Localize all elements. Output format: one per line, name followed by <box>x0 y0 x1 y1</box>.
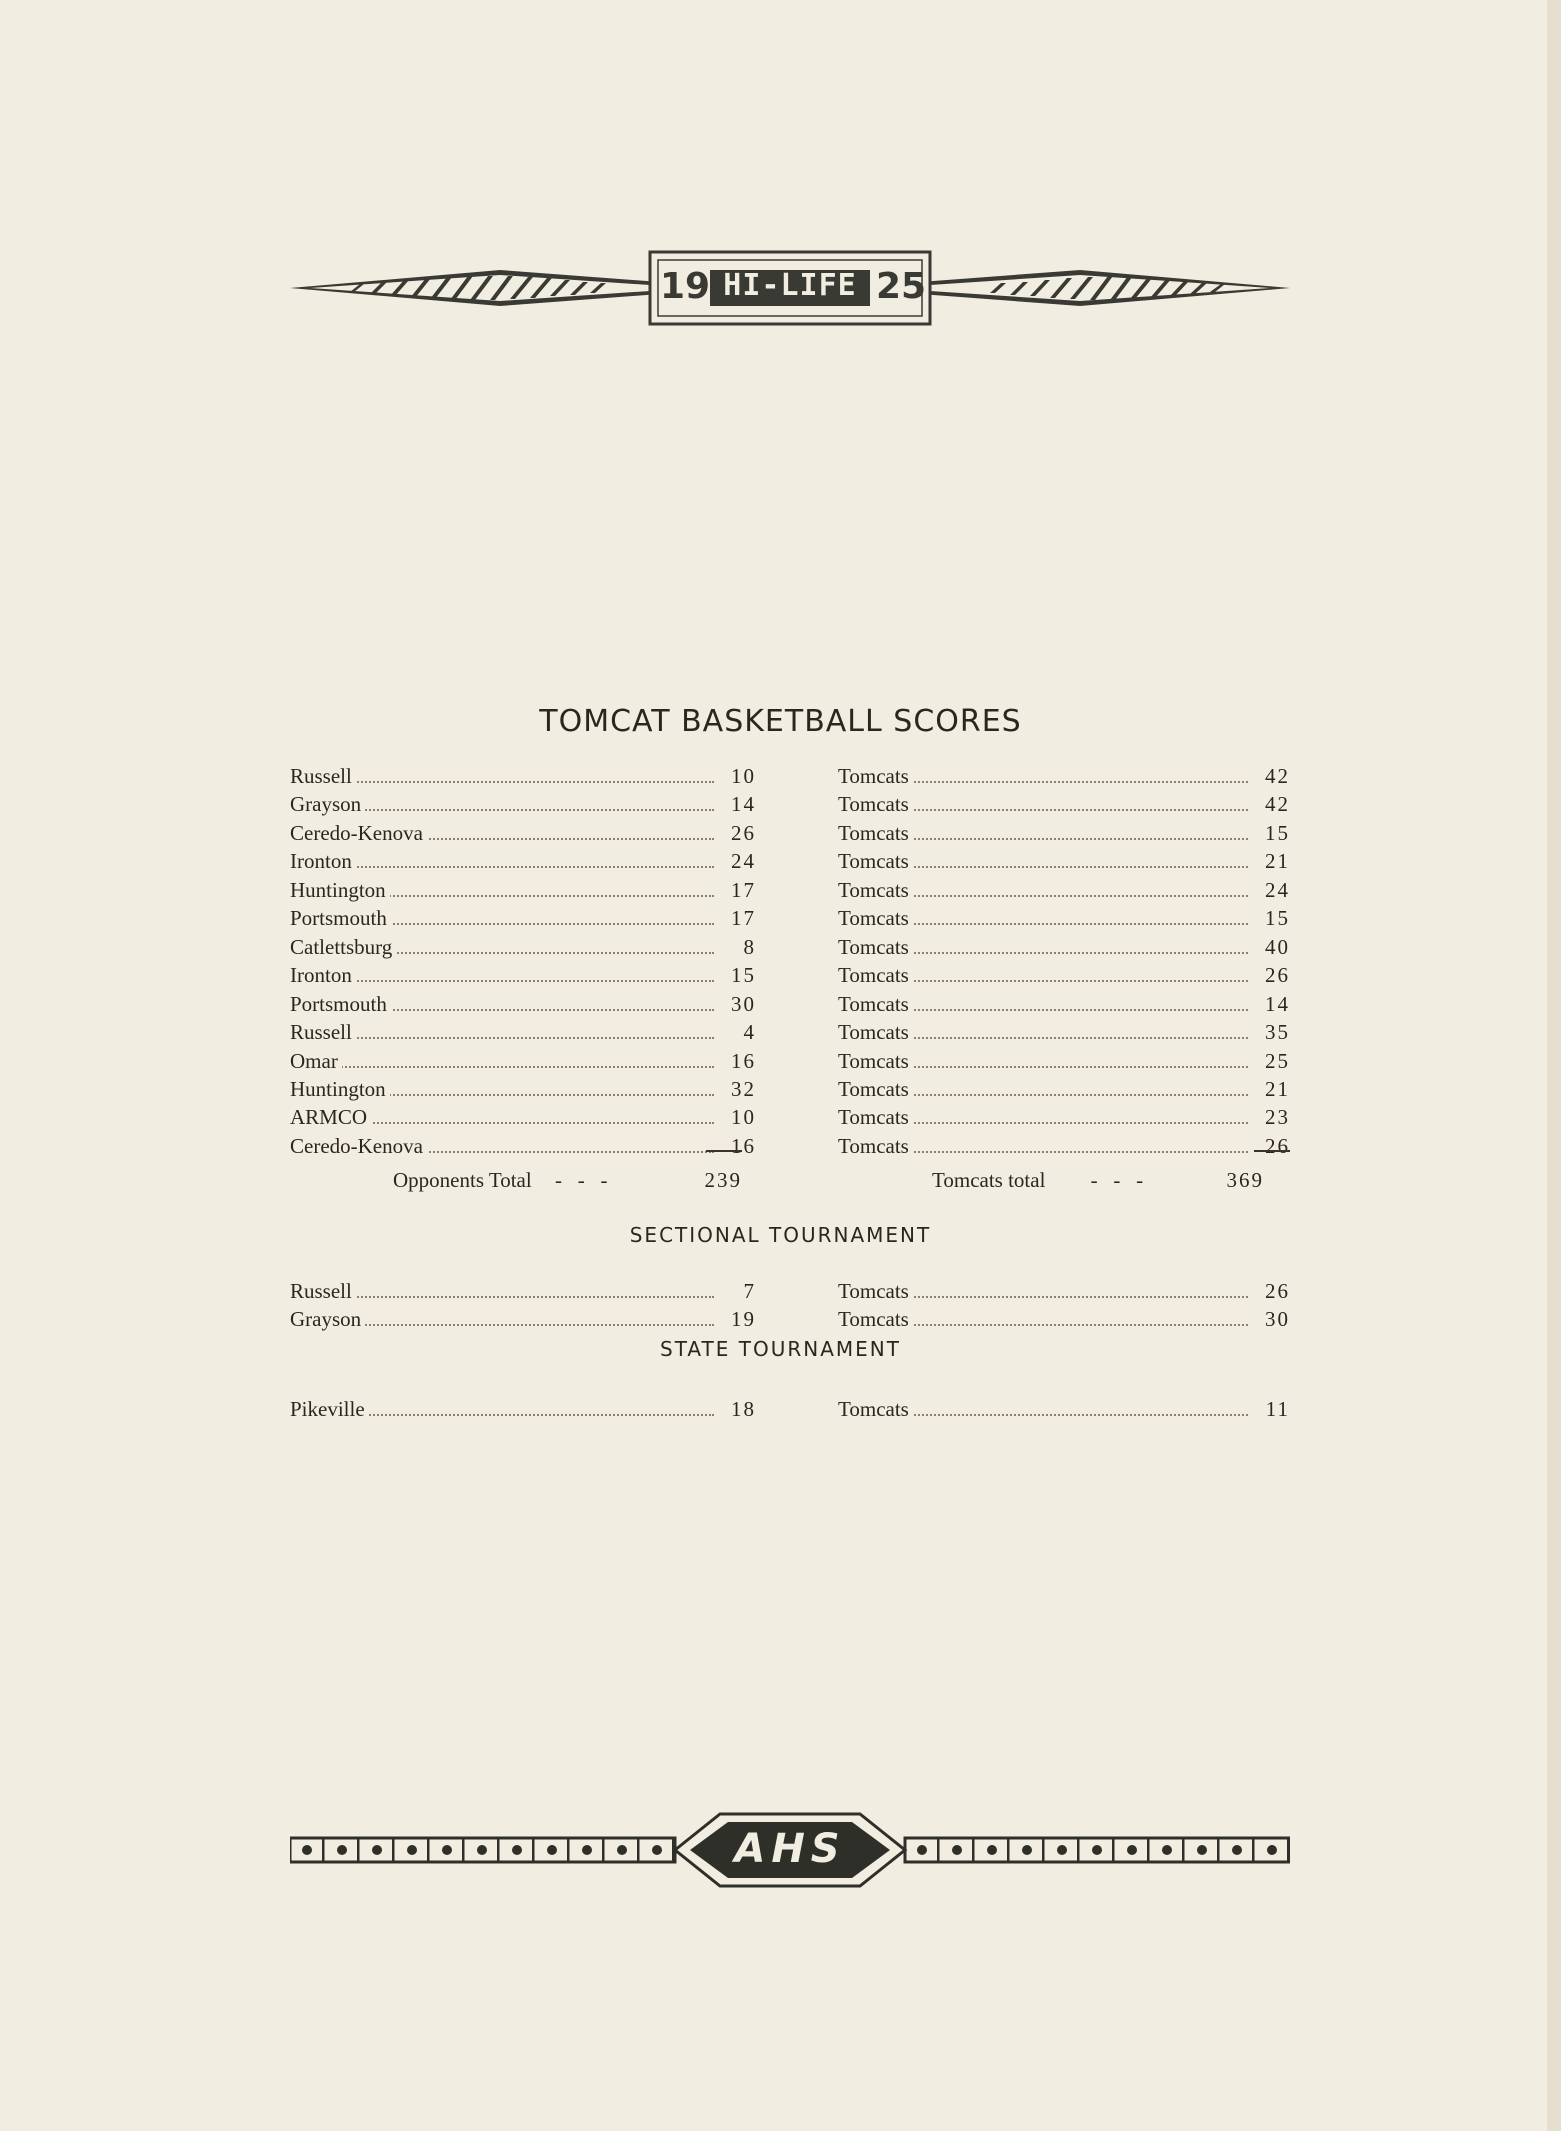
tomcats-row <box>838 1305 1290 1333</box>
tomcats-row-score: 21 <box>1265 849 1290 874</box>
footer-logo-word: AHS <box>734 1826 846 1872</box>
opponents-total-rule <box>706 1150 742 1152</box>
tomcats-row-name: Tomcats <box>838 847 913 875</box>
opponent-row-score: 24 <box>731 849 756 874</box>
logo-word: HI-LIFE <box>723 268 857 303</box>
opponent-row-name: Ironton <box>290 847 356 875</box>
tomcats-row <box>838 1018 1290 1046</box>
tomcats-row-name: Tomcats <box>838 1305 913 1333</box>
tomcats-row-score: 26 <box>1265 1133 1290 1158</box>
page-edge <box>1547 0 1561 2131</box>
opponent-row-name: Portsmouth <box>290 904 391 932</box>
chain-divider <box>1112 1838 1115 1862</box>
header-ornament <box>290 248 1290 328</box>
chain-divider <box>357 1838 360 1862</box>
opponent-row-score: 4 <box>743 1020 756 1045</box>
tomcats-row-score: 24 <box>1265 877 1290 902</box>
chain-divider <box>322 1838 325 1862</box>
tomcats-row-score: 15 <box>1265 906 1290 931</box>
opponent-row-score: 8 <box>743 934 756 959</box>
chain-dot <box>1057 1845 1067 1855</box>
opponent-row <box>290 762 756 790</box>
tomcats-row <box>838 1132 1290 1160</box>
chain-divider <box>1077 1838 1080 1862</box>
tomcats-row <box>838 961 1290 989</box>
opponent-row <box>290 1305 756 1333</box>
tomcats-row-score: 15 <box>1265 820 1290 845</box>
tomcats-row-name: Tomcats <box>838 933 913 961</box>
tomcats-row-score: 11 <box>1265 1397 1290 1421</box>
opponent-row-score: 17 <box>731 877 756 902</box>
opponent-row <box>290 1075 756 1103</box>
tomcats-row-score: 42 <box>1265 764 1290 788</box>
chain-divider <box>637 1838 640 1862</box>
tomcats-row-name: Tomcats <box>838 1277 913 1305</box>
chain-dot <box>547 1845 557 1855</box>
chain-divider <box>1252 1838 1255 1862</box>
tomcats-row <box>838 790 1290 818</box>
tomcats-row-score: 14 <box>1265 991 1290 1016</box>
chain-dot <box>1022 1845 1032 1855</box>
opponent-row <box>290 1103 756 1131</box>
chain-dot <box>512 1845 522 1855</box>
tomcats-row <box>838 762 1290 790</box>
opponent-row-score: 16 <box>731 1048 756 1073</box>
opponent-row-score: 14 <box>731 792 756 817</box>
chain-divider <box>1007 1838 1010 1862</box>
opponents-total <box>393 1166 607 1194</box>
tomcats-row-name: Tomcats <box>838 762 913 790</box>
tomcats-row-name: Tomcats <box>838 1132 913 1160</box>
opponent-row-score: 32 <box>731 1076 756 1101</box>
opponent-row-name: Grayson <box>290 1305 365 1333</box>
chain-dot <box>1197 1845 1207 1855</box>
opponent-row-name: Catlettsburg <box>290 933 396 961</box>
chain-dot <box>372 1845 382 1855</box>
opponent-row <box>290 1018 756 1046</box>
chain-divider <box>462 1838 465 1862</box>
opponent-row <box>290 790 756 818</box>
tomcats-row-score: 21 <box>1265 1076 1290 1101</box>
dot-leader <box>290 1066 714 1068</box>
tomcats-total-dashes: - - - <box>1090 1168 1144 1192</box>
opponent-row <box>290 1047 756 1075</box>
opponent-row-name: Omar <box>290 1047 342 1075</box>
chain-dot <box>987 1845 997 1855</box>
chain-dot <box>1127 1845 1137 1855</box>
chain-dot <box>442 1845 452 1855</box>
tomcats-row <box>838 1047 1290 1075</box>
tomcats-row-name: Tomcats <box>838 1075 913 1103</box>
chain-divider <box>1287 1838 1290 1862</box>
opponent-row <box>290 933 756 961</box>
opponent-row-score: 10 <box>731 764 756 788</box>
opponent-row-score: 18 <box>731 1397 756 1421</box>
tomcats-row <box>838 819 1290 847</box>
chain-dot <box>1092 1845 1102 1855</box>
opponent-row-name: Ceredo-Kenova <box>290 819 427 847</box>
opponent-row-score: 17 <box>731 906 756 931</box>
tomcats-row <box>838 933 1290 961</box>
chain-dot <box>337 1845 347 1855</box>
opponent-row-name: Huntington <box>290 876 390 904</box>
opponent-row <box>290 990 756 1018</box>
opponent-row-name: Ironton <box>290 961 356 989</box>
opponent-row-score: 19 <box>731 1307 756 1331</box>
chain-divider <box>1147 1838 1150 1862</box>
tomcats-row-name: Tomcats <box>838 790 913 818</box>
opponents-total-label: Opponents Total <box>393 1168 532 1192</box>
tomcats-row-score: 26 <box>1265 963 1290 988</box>
chain-divider <box>937 1838 940 1862</box>
tomcats-row <box>838 1277 1290 1305</box>
chain-dot <box>407 1845 417 1855</box>
opponents-total-dashes: - - - <box>554 1168 608 1192</box>
tomcats-row-score: 40 <box>1265 934 1290 959</box>
state-heading: STATE TOURNAMENT <box>660 1337 901 1361</box>
tomcats-row-score: 30 <box>1265 1307 1290 1331</box>
opponent-row-score: 30 <box>731 991 756 1016</box>
chain-dot <box>952 1845 962 1855</box>
logo-year-right: 25 <box>876 266 927 307</box>
opponent-row <box>290 961 756 989</box>
opponents-total-value: 239 <box>704 1168 742 1192</box>
tomcats-row <box>838 1075 1290 1103</box>
chain-dot <box>477 1845 487 1855</box>
tomcats-row-name: Tomcats <box>838 1047 913 1075</box>
opponent-row-name: Pikeville <box>290 1395 369 1423</box>
tomcats-row-score: 25 <box>1265 1048 1290 1073</box>
opponent-row <box>290 1132 756 1160</box>
tomcats-row-name: Tomcats <box>838 876 913 904</box>
opponent-row-score: 15 <box>731 963 756 988</box>
tomcats-row-name: Tomcats <box>838 819 913 847</box>
opponent-row <box>290 847 756 875</box>
chain-divider <box>532 1838 535 1862</box>
chain-divider <box>972 1838 975 1862</box>
opponent-row-name: Ceredo-Kenova <box>290 1132 427 1160</box>
tomcats-row-name: Tomcats <box>838 961 913 989</box>
chain-divider <box>1182 1838 1185 1862</box>
opponent-row-name: Portsmouth <box>290 990 391 1018</box>
opponent-row-name: ARMCO <box>290 1103 371 1131</box>
tomcats-row <box>838 847 1290 875</box>
opponent-row-score: 26 <box>731 820 756 845</box>
tomcats-total-value: 369 <box>1226 1168 1264 1192</box>
opponent-row <box>290 1277 756 1305</box>
footer-ornament <box>290 1806 1290 1896</box>
chain-divider <box>497 1838 500 1862</box>
opponent-row <box>290 819 756 847</box>
tomcats-row <box>838 1395 1290 1423</box>
chain-divider <box>1042 1838 1045 1862</box>
tomcats-row-score: 35 <box>1265 1020 1290 1045</box>
chain-dot <box>652 1845 662 1855</box>
chain-dot <box>1232 1845 1242 1855</box>
tomcats-row <box>838 904 1290 932</box>
opponent-row <box>290 904 756 932</box>
chain-dot <box>917 1845 927 1855</box>
opponent-row-name: Russell <box>290 1018 356 1046</box>
tomcats-row-score: 42 <box>1265 792 1290 817</box>
opponent-row-name: Huntington <box>290 1075 390 1103</box>
tomcats-row-name: Tomcats <box>838 904 913 932</box>
opponent-row-name: Russell <box>290 1277 356 1305</box>
tomcats-row-name: Tomcats <box>838 1103 913 1131</box>
tomcats-row <box>838 876 1290 904</box>
chain-dot <box>1162 1845 1172 1855</box>
logo-year-left: 19 <box>660 266 711 307</box>
chain-dot <box>302 1845 312 1855</box>
chain-divider <box>567 1838 570 1862</box>
chain-divider <box>602 1838 605 1862</box>
chain-divider <box>1217 1838 1220 1862</box>
chain-dot <box>1267 1845 1277 1855</box>
opponent-row-score: 10 <box>731 1105 756 1130</box>
chain-divider <box>392 1838 395 1862</box>
opponent-row-name: Russell <box>290 762 356 790</box>
opponent-row-score: 16 <box>731 1133 756 1158</box>
tomcats-total-rule <box>1254 1150 1290 1152</box>
opponent-row <box>290 876 756 904</box>
opponent-row-name: Grayson <box>290 790 365 818</box>
page-title: TOMCAT BASKETBALL SCORES <box>539 704 1022 739</box>
chain-dot <box>617 1845 627 1855</box>
tomcats-row <box>838 1103 1290 1131</box>
tomcats-row <box>838 990 1290 1018</box>
tomcats-row-name: Tomcats <box>838 990 913 1018</box>
opponent-row <box>290 1395 756 1423</box>
tomcats-row-name: Tomcats <box>838 1395 913 1423</box>
tomcats-total <box>932 1166 1143 1194</box>
sectional-heading: SECTIONAL TOURNAMENT <box>629 1223 932 1247</box>
tomcats-row-score: 23 <box>1265 1105 1290 1130</box>
tomcats-total-label: Tomcats total <box>932 1168 1046 1192</box>
opponent-row-score: 7 <box>743 1279 756 1303</box>
tomcats-row-score: 26 <box>1265 1279 1290 1303</box>
chain-dot <box>582 1845 592 1855</box>
tomcats-row-name: Tomcats <box>838 1018 913 1046</box>
chain-divider <box>427 1838 430 1862</box>
